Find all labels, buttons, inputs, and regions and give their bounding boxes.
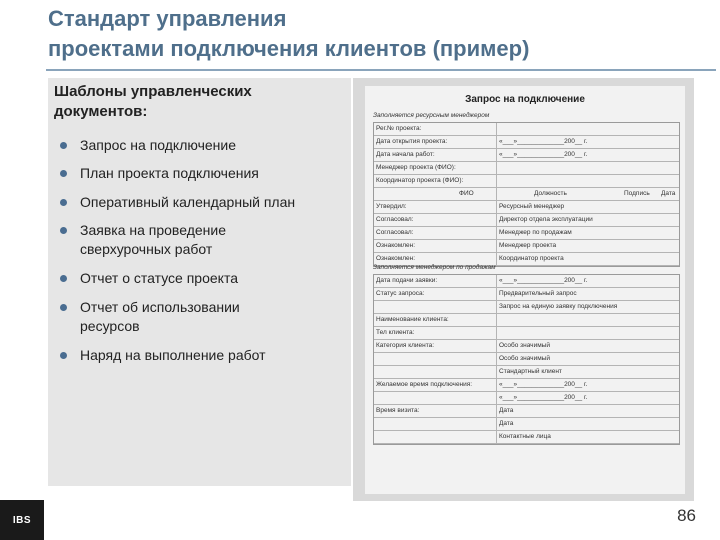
slide-title-line1: Стандарт управления — [48, 6, 287, 31]
table-divider — [496, 123, 497, 266]
table-row — [374, 214, 679, 227]
field-value: Особо значимый — [499, 342, 550, 349]
list-item — [80, 136, 345, 155]
table-row — [374, 175, 679, 188]
list-item — [80, 298, 345, 336]
field-value: Предварительный запрос — [499, 290, 577, 297]
field-value: Стандартный клиент — [499, 368, 562, 375]
templates-heading-line1: Шаблоны управленческих — [54, 83, 252, 100]
field-value: Запрос на единую заявку подключения — [499, 303, 618, 310]
field-value: Координатор проекта — [499, 255, 564, 262]
document-page — [365, 86, 685, 494]
sales-fields-table — [373, 274, 680, 445]
field-label: Тел клиента: — [376, 329, 415, 336]
field-value: Директор отдела эксплуатации — [499, 216, 593, 223]
field-value: «___»_____________200__ г. — [499, 394, 588, 401]
field-label: Согласовал: — [376, 229, 414, 236]
templates-heading-line2: документов: — [54, 103, 148, 120]
table-row — [374, 353, 679, 366]
sign-header-row — [374, 188, 679, 201]
field-label: Желаемое время подключения: — [376, 381, 473, 388]
document-title: Запрос на подключение — [465, 94, 585, 105]
field-value: Дата — [499, 420, 514, 427]
table-row — [374, 314, 679, 327]
list-item — [80, 221, 345, 259]
table-row — [374, 431, 679, 444]
document-preview — [353, 78, 694, 501]
templates-heading — [54, 82, 344, 122]
col-date: Дата — [661, 190, 676, 197]
table-divider — [496, 275, 497, 444]
field-value: «___»_____________200__ г. — [499, 381, 588, 388]
field-value: Дата — [499, 407, 514, 414]
list-item-line1: Запрос на подключение — [80, 137, 236, 153]
table-row — [374, 392, 679, 405]
table-row — [374, 340, 679, 353]
field-label: Категория клиента: — [376, 342, 435, 349]
col-role: Должность — [534, 190, 567, 197]
table-row — [374, 275, 679, 288]
table-row — [374, 162, 679, 175]
field-label: Координатор проекта (ФИО): — [376, 177, 464, 184]
table-row — [374, 288, 679, 301]
table-row — [374, 123, 679, 136]
field-label: Дата начала работ: — [376, 151, 435, 158]
field-label: Наименование клиента: — [376, 316, 449, 323]
list-item-line1: Отчет о статусе проекта — [80, 270, 238, 286]
field-value: «___»_____________200__ г. — [499, 151, 588, 158]
field-label: Время визита: — [376, 407, 420, 414]
field-value: Особо значимый — [499, 355, 550, 362]
title-divider — [46, 69, 716, 71]
field-label: Утвердил: — [376, 203, 407, 210]
field-value: «___»_____________200__ г. — [499, 277, 588, 284]
table-row — [374, 418, 679, 431]
list-item-line1: План проекта подключения — [80, 165, 259, 181]
resource-fields-table — [373, 122, 680, 267]
slide-title — [48, 4, 688, 64]
table-row — [374, 227, 679, 240]
section-resource-manager: Заполняется ресурсным менеджером — [373, 112, 490, 119]
list-item — [80, 346, 345, 365]
table-row — [374, 136, 679, 149]
table-row — [374, 379, 679, 392]
slide-title-line2: проектами подключения клиентов (пример) — [48, 36, 530, 61]
field-value: Менеджер проекта — [499, 242, 557, 249]
ibs-logo: IBS — [0, 500, 44, 540]
field-label: Менеджер проекта (ФИО): — [376, 164, 456, 171]
field-label: Рег.№ проекта: — [376, 125, 422, 132]
list-item — [80, 269, 345, 288]
field-value: Менеджер по продажам — [499, 229, 572, 236]
section-sales-manager: Заполняется менеджером по продажам — [373, 264, 496, 271]
field-label: Дата подачи заявки: — [376, 277, 438, 284]
page-number: 86 — [677, 506, 696, 525]
field-label: Согласовал: — [376, 216, 414, 223]
list-item-line1: Оперативный календарный план — [80, 194, 296, 210]
table-row — [374, 301, 679, 314]
list-item-line1: Заявка на проведение — [80, 222, 226, 238]
list-item-line2: ресурсов — [80, 318, 140, 334]
field-value: Контактные лица — [499, 433, 551, 440]
col-sign: Подпись — [624, 190, 650, 197]
field-label: Статус запроса: — [376, 290, 425, 297]
table-row — [374, 327, 679, 340]
col-fio: ФИО — [459, 190, 474, 197]
list-item — [80, 164, 345, 183]
field-label: Дата открытия проекта: — [376, 138, 448, 145]
field-value: Ресурсный менеджер — [499, 203, 565, 210]
field-label: Ознакомлен: — [376, 255, 416, 262]
table-row — [374, 240, 679, 253]
field-value: «___»_____________200__ г. — [499, 138, 588, 145]
list-item-line2: сверхурочных работ — [80, 241, 213, 257]
table-row — [374, 405, 679, 418]
field-label: Ознакомлен: — [376, 242, 416, 249]
table-row — [374, 149, 679, 162]
list-item-line1: Отчет об использовании — [80, 299, 240, 315]
list-item — [80, 193, 345, 212]
list-item-line1: Наряд на выполнение работ — [80, 347, 266, 363]
table-row — [374, 201, 679, 214]
templates-panel — [48, 78, 351, 486]
table-row — [374, 366, 679, 379]
